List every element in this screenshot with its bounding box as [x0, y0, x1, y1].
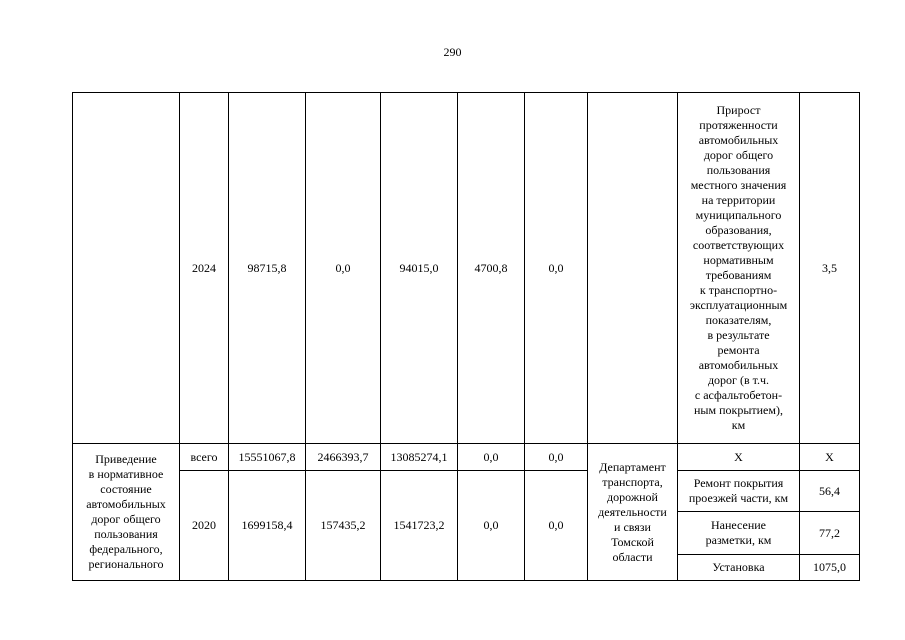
indicator-value-cell: 56,4 — [800, 471, 860, 512]
program-table — [72, 92, 860, 581]
local-cell: 0,0 — [458, 471, 525, 581]
year-cell: 2024 — [180, 93, 229, 444]
indicator-value-cell: 3,5 — [800, 93, 860, 444]
total-cell: 15551067,8 — [229, 444, 306, 471]
regional-cell: 1541723,2 — [381, 471, 458, 581]
measure-name-cell: Приведение в нормативное состояние автомобильных дорог общего пользования федерального, регионального — [73, 444, 180, 581]
other-cell: 0,0 — [525, 93, 588, 444]
indicator-cell: Прирост протяженности автомобильных дорог общего пользования местного значения на территории муниципального образования, соответствующих нормативным требованиям к транспортно- эксплуатационным показателям, в результате ремонта автомобильных дорог (в т.ч. с асфальтобетон- ным покрытием), км — [678, 93, 800, 444]
executor-cell: Департамент транспорта, дорожной деятельности и связи Томской области — [588, 444, 678, 581]
federal-cell: 2466393,7 — [306, 444, 381, 471]
local-cell: 0,0 — [458, 444, 525, 471]
executor-cell-empty — [588, 93, 678, 444]
table-row-2020 — [73, 471, 860, 512]
total-cell: 98715,8 — [229, 93, 306, 444]
measure-name-cell-empty — [73, 93, 180, 444]
year-cell: 2020 — [180, 471, 229, 581]
indicator-cell: Х — [678, 444, 800, 471]
total-cell: 1699158,4 — [229, 471, 306, 581]
indicator-cell: Ремонт покрытия проезжей части, км — [678, 471, 800, 512]
other-cell: 0,0 — [525, 471, 588, 581]
indicator-value-cell: 1075,0 — [800, 555, 860, 581]
table-row-2024 — [73, 93, 860, 444]
other-cell: 0,0 — [525, 444, 588, 471]
federal-cell: 157435,2 — [306, 471, 381, 581]
year-cell: всего — [180, 444, 229, 471]
table-row-total — [73, 444, 860, 471]
indicator-cell: Нанесение разметки, км — [678, 512, 800, 555]
indicator-cell: Установка — [678, 555, 800, 581]
regional-cell: 94015,0 — [381, 93, 458, 444]
indicator-value-cell: Х — [800, 444, 860, 471]
page-number: 290 — [443, 45, 462, 59]
regional-cell: 13085274,1 — [381, 444, 458, 471]
indicator-value-cell: 77,2 — [800, 512, 860, 555]
federal-cell: 0,0 — [306, 93, 381, 444]
local-cell: 4700,8 — [458, 93, 525, 444]
